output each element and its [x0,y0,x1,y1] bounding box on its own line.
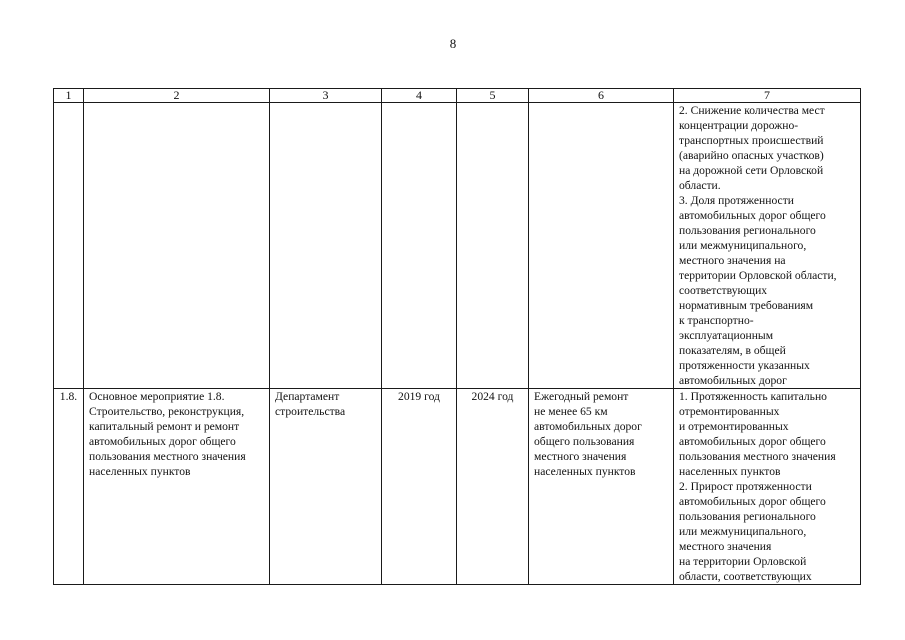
cell-text-line: пользования регионального [679,224,816,237]
cell-text-line: местного значения [534,450,627,463]
table-cell-end [457,103,529,389]
cell-text-line: или межмуниципального, [679,239,807,252]
cell-text-line: пользования регионального [679,510,816,523]
table-cell-end-year: 2024 год [457,389,529,585]
cell-text-line: Основное мероприятие 1.8. [89,390,225,403]
cell-text-line: не менее 65 км [534,405,608,418]
table-row [54,389,861,585]
cell-text-line: на дорожной сети Орловской [679,164,824,177]
cell-text-line: или межмуниципального, [679,525,807,538]
table-cell-start [382,103,457,389]
cell-text-line: на территории Орловской [679,555,807,568]
cell-text-line: концентрации дорожно- [679,119,799,132]
column-header: 1 [54,89,84,103]
cell-text-line: 1. Протяженность капитально [679,390,827,403]
cell-text-line: автомобильных дорог общего [679,209,826,222]
cell-text-line: 3. Доля протяженности [679,194,794,207]
column-header: 6 [529,89,674,103]
cell-text-line: соответствующих [679,284,768,297]
cell-text-line: 2. Прирост протяженности [679,480,812,493]
cell-text-line: к транспортно- [679,314,754,327]
cell-text-line: и отремонтированных [679,420,789,433]
cell-text-line: (аварийно опасных участков) [679,149,824,162]
cell-text-line: населенных пунктов [679,465,781,478]
cell-text-line: области. [679,179,721,192]
cell-text-line: Департамент [275,390,340,403]
table-cell-indicators [674,103,861,389]
table-cell-result [529,389,674,585]
cell-text-line: населенных пунктов [534,465,636,478]
cell-text-line: нормативным требованиям [679,299,814,312]
column-header: 5 [457,89,529,103]
cell-text-line: населенных пунктов [89,465,191,478]
table-cell-number: 1.8. [54,389,84,585]
cell-text-line: автомобильных дорог [534,420,642,433]
measures-table [53,88,861,585]
table-cell-measure [84,389,270,585]
table-cell-start-year: 2019 год [382,389,457,585]
column-header: 2 [84,89,270,103]
table-cell-executor [270,389,382,585]
column-header: 4 [382,89,457,103]
page-number: 8 [449,36,457,51]
table-cell-number [54,103,84,389]
cell-text-line: строительства [275,405,346,418]
cell-text-line: отремонтированных [679,405,780,418]
cell-text-line: пользования местного значения [89,450,246,463]
cell-text-line: 2. Снижение количества мест [679,104,825,117]
cell-text-line: местного значения на [679,254,786,267]
table-row [54,103,861,389]
cell-text-line: капитальный ремонт и ремонт [89,420,240,433]
cell-text-line: общего пользования [534,435,635,448]
cell-text-line: автомобильных дорог [679,374,787,387]
table-cell-executor [270,103,382,389]
cell-text-line: Строительство, реконструкция, [89,405,245,418]
cell-text-line: транспортных происшествий [679,134,824,147]
table-cell-indicators [674,389,861,585]
cell-text-line: пользования местного значения [679,450,836,463]
column-header: 7 [674,89,861,103]
table-header-row [54,89,861,103]
cell-text-line: автомобильных дорог общего [89,435,236,448]
cell-text-line: показателям, в общей [679,344,786,357]
cell-text-line: территории Орловской области, [679,269,837,282]
cell-text-line: местного значения [679,540,772,553]
table-cell-result [529,103,674,389]
cell-text-line: автомобильных дорог общего [679,435,826,448]
column-header: 3 [270,89,382,103]
cell-text-line: эксплуатационным [679,329,774,342]
cell-text-line: Ежегодный ремонт [534,390,629,403]
cell-text-line: области, соответствующих [679,570,812,583]
cell-text-line: протяженности указанных [679,359,810,372]
cell-text-line: автомобильных дорог общего [679,495,826,508]
table-cell-measure [84,103,270,389]
